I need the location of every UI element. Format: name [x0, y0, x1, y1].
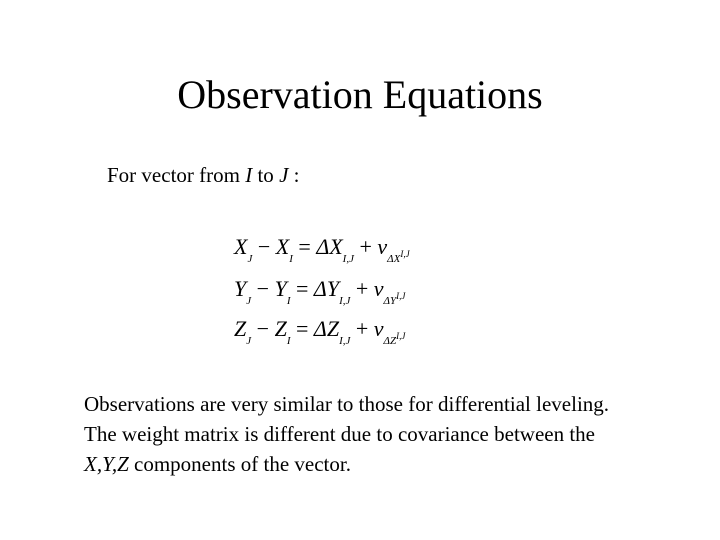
eq-term: Z [234, 316, 247, 341]
eq-operator: − [251, 276, 275, 301]
eq-term: X [234, 234, 248, 259]
eq-term: Z [274, 316, 287, 341]
eq-operator: = [290, 276, 314, 301]
slide-title: Observation Equations [177, 72, 543, 117]
body-text-part1: Observations are very similar to those for differential leveling. The weight matrix is different due to covariance between the [84, 392, 610, 446]
intro-to-word: to [252, 163, 280, 187]
eq-residual: v [373, 276, 384, 301]
eq-operator: − [252, 234, 276, 259]
eq-delta-term: ΔY [313, 276, 340, 301]
eq-residual: v [373, 316, 384, 341]
eq-subscript: I [286, 335, 291, 347]
body-text-part2: components of the vector. [128, 452, 351, 476]
eq-delta-term: ΔX [316, 234, 343, 259]
intro-suffix: : [288, 163, 300, 187]
eq-operator: − [251, 316, 275, 341]
body-paragraph [84, 389, 644, 479]
eq-subscript: I,J [339, 335, 351, 347]
eq-subscript: J [247, 253, 253, 265]
intro-prefix: For vector from [107, 163, 246, 187]
eq-subscript-2: I,J [400, 249, 410, 259]
eq-subscript-2: I,J [396, 291, 406, 301]
eq-subscript: I [289, 253, 293, 265]
eq-subscript: I,J [342, 253, 354, 265]
eq-operator: + [350, 276, 374, 301]
from-point: I [245, 163, 253, 187]
eq-operator: + [353, 234, 378, 259]
to-point: J [279, 163, 289, 187]
eq-subscript: ΔX [387, 253, 401, 265]
eq-residual: v [377, 234, 388, 259]
eq-subscript-2: I,J [396, 331, 406, 341]
eq-subscript: J [246, 295, 252, 307]
eq-operator: = [290, 316, 314, 341]
eq-term: Y [274, 276, 287, 301]
equation-y [234, 274, 405, 308]
body-components: X,Y,Z [84, 452, 129, 476]
eq-subscript: J [246, 335, 252, 347]
intro-line [107, 161, 299, 189]
eq-delta-term: ΔZ [313, 316, 340, 341]
equation-x [234, 232, 410, 266]
eq-term: X [275, 234, 290, 259]
eq-operator: = [292, 234, 317, 259]
eq-subscript: I,J [339, 295, 351, 307]
eq-subscript: ΔY [383, 295, 397, 307]
eq-subscript: I [286, 295, 291, 307]
eq-term: Y [234, 276, 247, 301]
equation-z [234, 314, 405, 348]
eq-subscript: ΔZ [383, 335, 397, 347]
eq-operator: + [350, 316, 374, 341]
